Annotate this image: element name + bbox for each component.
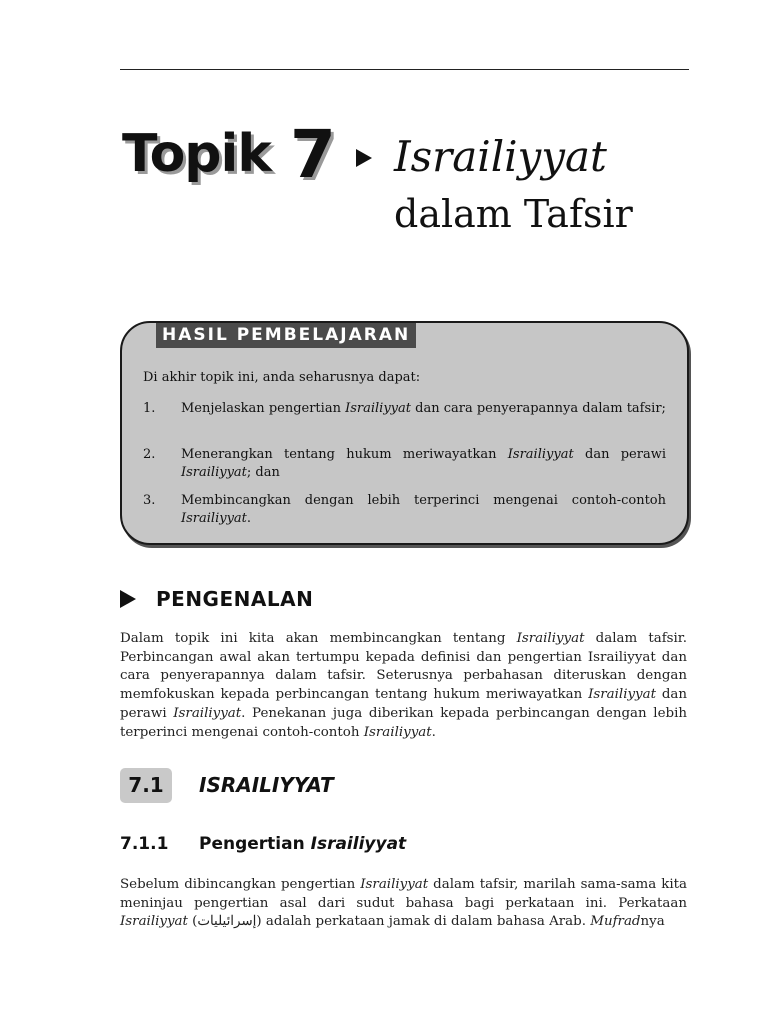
section-number-badge: 7.1	[120, 768, 172, 803]
outcome-text: Menjelaskan pengertian Israiliyyat dan cara penyerapannya dalam tafsir;	[181, 401, 666, 416]
topic-title-line2: dalam Tafsir	[394, 192, 633, 236]
arabic-term: إسرائيليات	[197, 914, 257, 930]
topic-label: Topik	[122, 124, 271, 184]
topic-title-line1: Israiliyyat	[394, 132, 607, 181]
title-arrow-icon	[356, 149, 372, 167]
definition-paragraph: Sebelum dibincangkan pengertian Israiliyyat dalam tafsir, marilah sama-sama kita meninjau pengertian asal dari sudut bahasa bagi perkataan ini. Perkataan Israiliyyat (إسرائيليات) adalah perkataan jamak di dalam bahasa Arab. Mufradnya	[120, 877, 688, 930]
section-heading-pengenalan: PENGENALAN	[120, 587, 313, 611]
triangle-bullet-icon	[120, 590, 136, 608]
topic-number: 7	[290, 116, 336, 193]
top-rule	[120, 69, 689, 70]
outcome-text: Menerangkan tentang hukum meriwayatkan Israiliyyat dan perawi Israiliyyat; dan	[181, 447, 666, 480]
learning-outcomes-intro: Di akhir topik ini, anda seharusnya dapat:	[143, 370, 421, 385]
learning-outcomes-label: HASIL PEMBELAJARAN	[156, 323, 416, 348]
subsection-number: 7.1.1	[120, 834, 169, 854]
outcome-number: 1.	[143, 401, 156, 416]
outcome-number: 3.	[143, 493, 156, 508]
intro-paragraph: Dalam topik ini kita akan membincangkan tentang Israiliyyat dalam tafsir. Perbincangan awal akan tertumpu kepada definisi dan pengertian Israiliyyat dan cara penyerapannya dalam tafsir. Seterusnya perbahasan diteruskan dengan memfokuskan kepada perbincangan tentang hukum meriwayatkan Israiliyyat dan perawi Israiliyyat. Penekanan juga diberikan kepada perbincangan dengan lebih terperinci mengenai contoh-contoh Israiliyyat.	[120, 631, 688, 740]
outcome-text: Membincangkan dengan lebih terperinci mengenai contoh-contoh Israiliyyat.	[181, 493, 666, 526]
outcome-number: 2.	[143, 447, 156, 462]
subsection-title: Pengertian Israiliyyat	[199, 834, 407, 854]
section-title: ISRAILIYYAT	[199, 773, 334, 797]
